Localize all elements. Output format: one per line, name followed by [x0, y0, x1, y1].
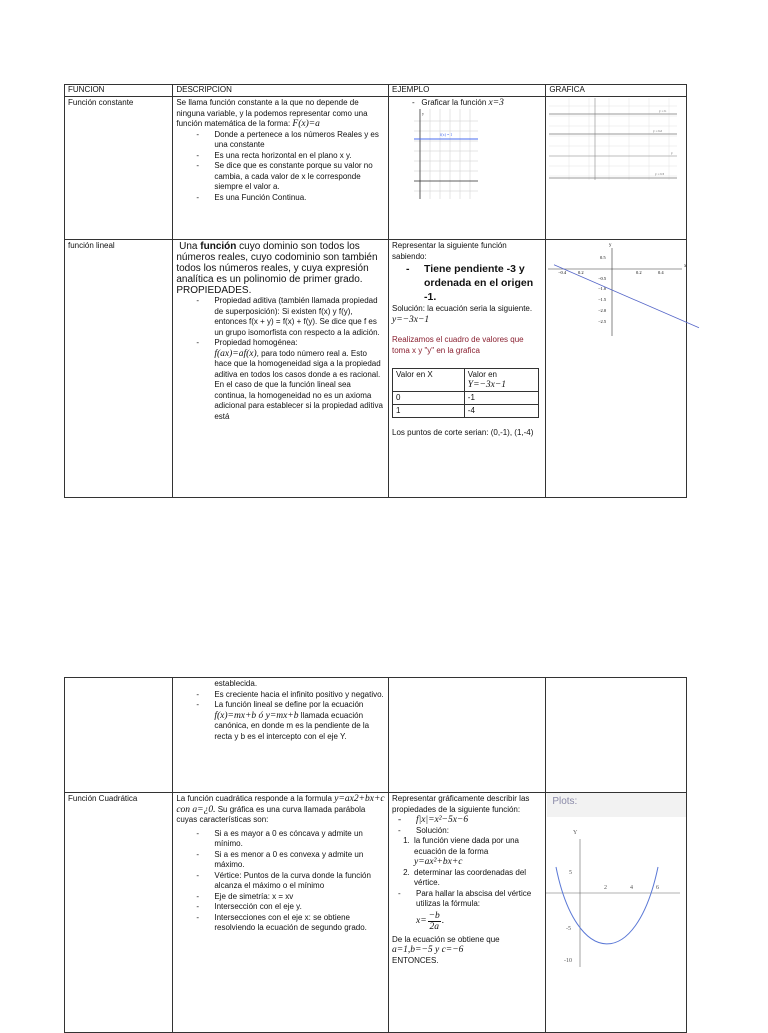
vertex-num: −b	[428, 910, 440, 921]
plot-y-tick: 5	[569, 870, 573, 876]
values-head-y-label: Valor en	[467, 370, 497, 379]
cuadratica-ex-from-text: De la ecuación se obtiene que	[392, 934, 500, 944]
cuadratica-bullet-5: - Intersección con el eje y.	[196, 902, 385, 913]
values-cell: 0	[393, 392, 465, 405]
lineal-intro-b: función	[200, 241, 237, 252]
lineal-cont-bullets	[176, 690, 385, 743]
lineal-bullet-2-formula: f(ax)=af(x)	[214, 348, 257, 359]
lineal-x-tick: 0.2	[636, 270, 642, 275]
cuadratica-intro-b: Su gráfica es una curva llamada parábola cuyas características son:	[176, 804, 366, 824]
plot-x-tick: 4	[630, 885, 634, 891]
plot-x-tick: 6	[656, 885, 660, 891]
functions-table-page1	[64, 84, 687, 498]
cuadratica-ex-step1-formula: y=ax²+bx+c	[414, 857, 463, 867]
mini-graph-label: f(x) = 1	[440, 131, 453, 137]
lineal-chart	[546, 240, 686, 340]
lineal-props-title: PROPIEDADES.	[176, 285, 252, 296]
constante-bullets	[176, 130, 385, 204]
funcion-constante-ejemplo	[389, 97, 546, 240]
funcion-constante-desc	[173, 97, 389, 240]
plot-y-label: Y	[573, 830, 578, 836]
lineal-x-tick: 0.4	[658, 270, 664, 275]
constante-example-line: - Graficar la función x=3	[412, 98, 504, 108]
cuadratica-bullet-3: - Vértice: Puntos de la curva donde la función alcanza el máximo o el mínimo	[196, 871, 385, 892]
cuadratica-ex-step3	[398, 889, 542, 933]
grafica-label-3: y	[671, 151, 674, 155]
funcion-cuadratica-ejemplo	[389, 793, 546, 1033]
lineal-cont-desc	[173, 678, 389, 793]
cuadratica-ex-sol: - Solución:	[398, 826, 542, 837]
header-funcion: FUNCION	[65, 85, 173, 97]
mini-graph-ylabel: y	[422, 110, 424, 116]
lineal-cont-ejemplo	[389, 678, 546, 793]
cuadratica-plot	[546, 817, 680, 967]
lineal-ex-sol-text: Solución: la ecuación seria la siguiente.	[392, 304, 533, 313]
lineal-ex-red: Realizamos el cuadro de valores que toma x y "y" en la grafica	[392, 335, 524, 355]
funcion-lineal-desc	[173, 240, 389, 498]
funcion-cuadratica-desc	[173, 793, 389, 1033]
constante-intro: Se llama función constante a la que no depende de ninguna variable, y la podemos representar como una	[176, 98, 368, 118]
vertex-den: 2a	[429, 922, 439, 932]
constante-formula: F(x)=a	[292, 119, 320, 129]
lineal-ex-bold: - Tiene pendiente -3 y ordenada en el origen -1.	[406, 262, 542, 304]
lineal-x-label: x	[684, 264, 687, 269]
cuadratica-ex-list	[392, 815, 542, 836]
lineal-bullet-2-a: Propiedad homogénea:	[214, 338, 298, 347]
cuadratica-ex-intro: Representar gráficamente describir las propiedades de la siguiente función:	[392, 794, 530, 814]
lineal-y-tick: −1.0	[598, 286, 607, 291]
lineal-intro-c: cuyo dominio son todos los números reales, cuyo codominio son también todos los números reales, y cuya expresión analítica es un polinomio de primer grado.	[176, 241, 378, 285]
table-header-row	[65, 85, 687, 97]
vertex-lhs: x=	[416, 916, 427, 927]
cuadratica-ex-steps	[392, 836, 542, 889]
lineal-bullets	[176, 296, 385, 422]
lineal-ex-intro: Representar la siguiente función sabiendo:	[392, 241, 507, 261]
lineal-y-tick: 0.5	[600, 255, 606, 260]
lineal-ex-sol-formula: y=−3x−1	[392, 314, 430, 325]
constante-formula-line	[176, 119, 385, 130]
lineal-cont-bullet-1: - Es creciente hacia el infinito positivo y negativo.	[196, 690, 385, 701]
constante-example-text: Graficar la función	[421, 98, 487, 107]
lineal-ex-cortes: Los puntos de corte serian: (0,-1), (1,-4)	[392, 428, 534, 437]
lineal-y-tick: −2.5	[598, 319, 607, 324]
plot-title: Plots:	[547, 793, 686, 817]
values-cell: -4	[464, 405, 538, 418]
values-head-y-formula: Y=−3x−1	[467, 380, 507, 390]
constante-example-formula: x=3	[488, 98, 504, 108]
lineal-intro-a: Una	[179, 241, 198, 252]
cuadratica-bullet-2: - Si a es menor a 0 es convexa y admite un máximo.	[196, 850, 385, 871]
lineal-ex-sol	[392, 304, 542, 325]
cuadratica-ex-step2: 2. determinar las coordenadas del vértice.	[412, 868, 542, 889]
lineal-cont-b2-a: La función lineal se define por la ecuación	[214, 700, 364, 709]
cuadratica-ex-list2	[392, 889, 542, 933]
cuadratica-ex-step1	[412, 836, 542, 868]
values-cell: -1	[464, 392, 538, 405]
constante-bullet-1: - Donde a pertenece a los números Reales y es una constante	[196, 130, 385, 151]
constante-bullet-2: - Es una recta horizontal en el plano x y.	[196, 151, 385, 162]
values-table-head	[393, 369, 539, 392]
cuadratica-ex-coeffs: a=1,b=−5 y c=−6	[392, 945, 464, 955]
funcion-constante-name: Función constante	[65, 97, 173, 240]
cuadratica-vertex-formula: x= $\frac{-b}{2a}$ .	[416, 910, 445, 932]
plot-y-tick: -5	[566, 926, 572, 932]
lineal-cont-bullet-2	[196, 700, 385, 742]
row-funcion-lineal-cont	[65, 678, 687, 793]
values-head-y	[464, 369, 538, 392]
constante-formula-prefix: función matemática de la forma:	[176, 119, 291, 128]
functions-table-page2	[64, 677, 687, 1033]
cuadratica-bullets	[176, 829, 385, 934]
lineal-series-line	[554, 265, 699, 328]
cuadratica-intro-formula: y=ax2+bx+c con a=¿0.	[176, 794, 385, 815]
lineal-cont-b2-b: llamada ecuación canónica, en donde m es la pendiente de la recta y b es el intercepto con el eje Y.	[214, 710, 370, 741]
cuadratica-ex-entonces: ENTONCES.	[392, 955, 439, 965]
table-row	[393, 405, 539, 418]
lineal-bullet-2-b: , para todo número real a. Esto hace que la homogeneidad siga a la propiedad aditiva en todos los casos donde a es racional. En el caso de que la función lineal sea continua, la homogeneidad no es un axioma adicional para establecer si la propiedad aditiva está	[214, 348, 383, 421]
funcion-lineal-grafica	[546, 240, 687, 498]
constante-mini-graph	[414, 109, 478, 199]
constante-bullet-3: - Se dice que es constante porque su valor no cambia, a cada valor de x le corresponde siempre el valor a.	[196, 161, 385, 193]
header-ejemplo: EJEMPLO	[389, 85, 546, 97]
lineal-values-table	[392, 368, 539, 418]
lineal-bullet-1: - Propiedad aditiva (también llamada propiedad de superposición): Si existen f(x) y f(y), entonces f(x + y) = f(x) + f(y). Se dice que f es un grupo isomorfista con respecto a la adición.	[196, 296, 385, 338]
cuadratica-ex-from	[392, 935, 542, 956]
funcion-lineal-name: función lineal	[65, 240, 173, 498]
funcion-cuadratica-grafica	[546, 793, 687, 1033]
lineal-y-tick: −2.0	[598, 308, 607, 313]
row-funcion-cuadratica	[65, 793, 687, 1033]
lineal-x-tick: 0.2	[578, 270, 584, 275]
values-head-x: Valor en X	[393, 369, 465, 392]
row-funcion-lineal	[65, 240, 687, 498]
lineal-cont-grafica	[546, 678, 687, 793]
row-funcion-constante	[65, 97, 687, 240]
cuadratica-ex-step3-text: Para hallar la abscisa del vértice utilizas la fórmula:	[416, 888, 532, 908]
lineal-cont-name	[65, 678, 173, 793]
funcion-cuadratica-name: Función Cuadrática	[65, 793, 173, 1033]
grafica-label-2: y = b2	[653, 129, 663, 133]
plot-y-tick: -10	[564, 958, 573, 964]
cuadratica-bullet-6: - Intersecciones con el eje x: se obtiene resolviendo la ecuación de segundo grado.	[196, 913, 385, 934]
lineal-cont-b2-formula: f(x)=mx+b ó y=mx+b	[214, 710, 299, 721]
constante-grafica-graph	[549, 98, 677, 180]
lineal-x-tick: −0.4	[558, 270, 567, 275]
lineal-ex-list	[392, 262, 542, 304]
parabola-curve	[556, 867, 658, 944]
header-descripcion: DESCRIPCION	[173, 85, 389, 97]
lineal-cont-first: establecida.	[214, 679, 258, 688]
funcion-constante-grafica	[546, 97, 687, 240]
table-row	[393, 392, 539, 405]
funcion-lineal-ejemplo	[389, 240, 546, 498]
header-grafica: GRAFICA	[546, 85, 687, 97]
cuadratica-ex-step1-text: la función viene dada por una ecuación de la forma	[414, 836, 519, 856]
vertex-fraction	[428, 911, 441, 933]
lineal-y-label: y	[609, 243, 612, 248]
cuadratica-intro-a: La función cuadrática responde a la formula	[176, 794, 332, 803]
lineal-y-tick: −0.5	[598, 276, 607, 281]
grafica-label-4: y = b3	[655, 172, 665, 176]
lineal-intro	[176, 241, 385, 285]
grafica-label-1: y = b	[659, 109, 667, 113]
cuadratica-bullet-1: - Si a es mayor a 0 es cóncava y admite un mínimo.	[196, 829, 385, 850]
values-cell: 1	[393, 405, 465, 418]
cuadratica-ex-formula: - f|x|=x²−5x−6	[398, 815, 542, 826]
lineal-y-tick: −1.5	[598, 297, 607, 302]
cuadratica-intro	[176, 794, 385, 826]
cuadratica-bullet-4: - Eje de simetría: x = xv	[196, 892, 385, 903]
constante-bullet-4: - Es una Función Continua.	[196, 193, 385, 204]
plot-x-tick: 2	[604, 885, 608, 891]
lineal-bullet-2	[196, 338, 385, 422]
